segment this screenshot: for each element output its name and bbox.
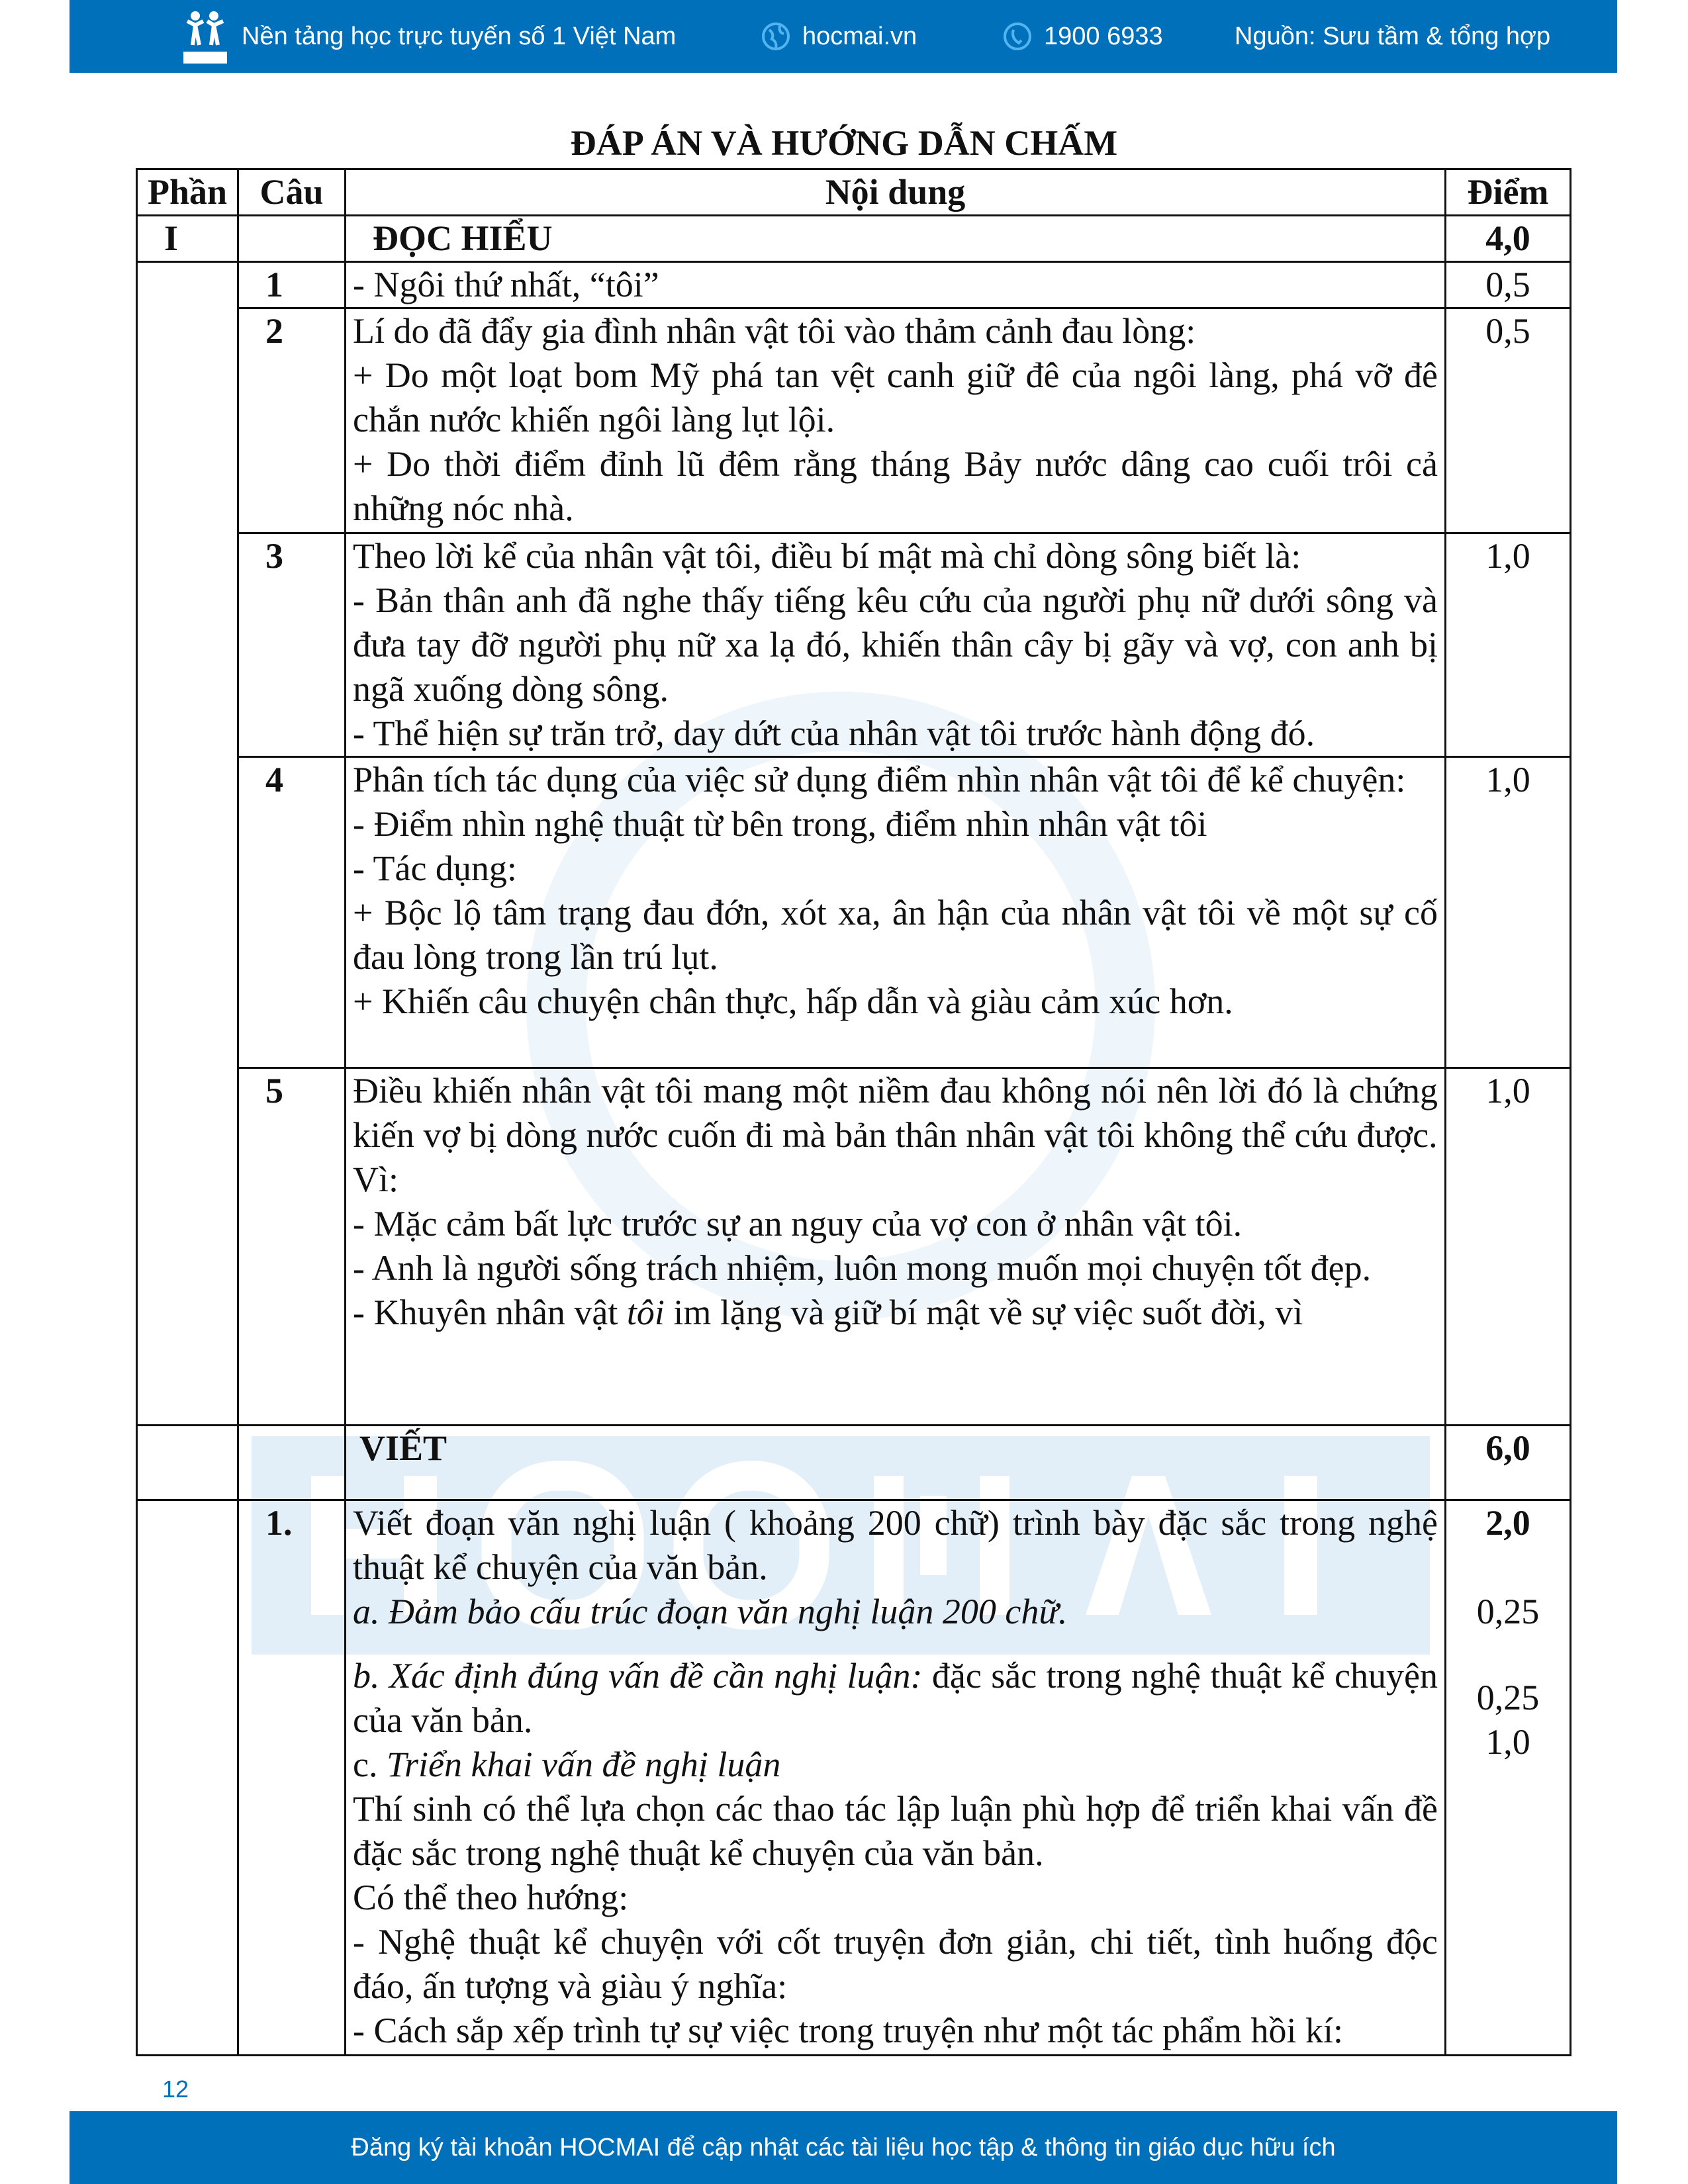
answer-line: Điều khiến nhân vật tôi mang một niềm đau không nói nên lời đó là chứng kiến vợ bị dòng nước cuốn đi mà bản thân nhân vật tôi không thể cứu được.	[353, 1071, 1438, 1155]
answer-line: - Thể hiện sự trăn trở, day dứt của nhân vật tôi trước hành động đó.	[353, 713, 1315, 753]
website-text: hocmai.vn	[802, 22, 917, 50]
part-number: I	[137, 216, 238, 262]
answer-line: a. Đảm bảo cấu trúc đoạn văn nghị luận 200 chữ.	[353, 1592, 1068, 1631]
text: b. Xác định đúng vấn đề cần nghị luận:	[353, 1656, 923, 1696]
col-part: Phần	[137, 169, 238, 216]
answer-table	[136, 168, 1571, 2056]
globe-icon	[761, 22, 790, 51]
text: c.	[353, 1745, 387, 1784]
answer-line: - Anh là người sống trách nhiệm, luôn mong muốn mọi chuyện tốt đẹp.	[353, 1248, 1372, 1288]
text: tôi	[626, 1293, 665, 1332]
part-score: 4,0	[1446, 216, 1571, 262]
answer-line	[353, 1743, 1438, 1787]
phone-icon	[1003, 22, 1032, 51]
col-content: Nội dung	[346, 169, 1446, 216]
website-link[interactable]	[761, 0, 917, 73]
question-number: 5	[238, 1068, 346, 1426]
answer-line: - Nghệ thuật kể chuyện với cốt truyện đơn giản, chi tiết, tình huống độc đáo, ấn tượng và giàu ý nghĩa:	[353, 1922, 1438, 2006]
part-heading: VIẾT	[346, 1426, 1446, 1500]
question-number: 3	[238, 533, 346, 757]
answer-line: Vì:	[353, 1160, 399, 1199]
answer-line: - Ngôi thứ nhất, “tôi”	[353, 265, 659, 304]
score: 0,5	[1446, 308, 1571, 533]
answer-line	[353, 1291, 1438, 1335]
table-row	[137, 262, 1571, 308]
question-number: 4	[238, 757, 346, 1068]
score: 1,0	[1446, 757, 1571, 1068]
col-score: Điểm	[1446, 169, 1571, 216]
text: im lặng và giữ bí mật về sự việc suốt đời, vì	[664, 1293, 1303, 1332]
answer-line: Theo lời kể của nhân vật tôi, điều bí mật mà chỉ dòng sông biết là:	[353, 536, 1301, 576]
header-band	[70, 0, 1617, 73]
page-title: ĐÁP ÁN VÀ HƯỚNG DẪN CHẤM	[570, 123, 1118, 163]
table-row	[137, 1500, 1571, 2056]
answer-line: Thí sinh có thể lựa chọn các thao tác lập luận phù hợp để triển khai vấn đề đặc sắc trong nghệ thuật kể chuyện của văn bản.	[353, 1789, 1438, 1873]
tagline: Nền tảng học trực tuyến số 1 Việt Nam	[242, 22, 677, 50]
answer-line: + Khiến câu chuyện chân thực, hấp dẫn và giàu cảm xúc hơn.	[353, 981, 1233, 1021]
source-text: Nguồn: Sưu tầm & tổng hợp	[1235, 22, 1551, 50]
table-row	[137, 757, 1571, 1068]
part-row	[137, 216, 1571, 262]
answer-line: Viết đoạn văn nghị luận ( khoảng 200 chữ) trình bày đặc sắc trong nghệ thuật kể chuyện của văn bản.	[353, 1503, 1438, 1587]
text: - Khuyên nhân vật	[353, 1293, 627, 1332]
text: đặc sắc trong nghệ thuật kể chuyện của văn bản.	[353, 1656, 1438, 1740]
question-number: 2	[238, 308, 346, 533]
brand	[182, 0, 676, 73]
footer-text: Đăng ký tài khoản HOCMAI để cập nhật các tài liệu học tập & thông tin giáo dục hữu ích	[351, 2133, 1336, 2161]
question-number: 1	[238, 262, 346, 308]
table-row	[137, 1068, 1571, 1426]
answer-line: Có thể theo hướng:	[353, 1878, 629, 1917]
page-number: 12	[162, 2075, 189, 2103]
answer-line: Phân tích tác dụng của việc sử dụng điểm nhìn nhân vật tôi để kể chuyện:	[353, 760, 1406, 799]
score: 1,0	[1446, 1068, 1571, 1426]
text: Triển khai vấn đề nghị luận	[386, 1745, 781, 1784]
answer-line: + Do một loạt bom Mỹ phá tan vệt canh giữ đê của ngôi làng, phá vỡ đê chắn nước khiến ngôi làng lụt lội.	[353, 355, 1438, 439]
part-score: 6,0	[1446, 1426, 1571, 1500]
score: 0,25	[1476, 1678, 1540, 1717]
answer-line	[353, 1654, 1438, 1743]
answer-line: - Bản thân anh đã nghe thấy tiếng kêu cứu của người phụ nữ dưới sông và đưa tay đỡ người phụ nữ xa lạ đó, khiến thân cây bị gãy và vợ, con anh bị ngã xuống dòng sông.	[353, 580, 1438, 709]
answer-line: - Điểm nhìn nghệ thuật từ bên trong, điểm nhìn nhân vật tôi	[353, 804, 1207, 844]
answer-line: Lí do đã đẩy gia đình nhân vật tôi vào thảm cảnh đau lòng:	[353, 311, 1196, 351]
phone-text: 1900 6933	[1044, 22, 1163, 50]
phone-link[interactable]	[1003, 0, 1163, 73]
score: 1,0	[1485, 1722, 1530, 1762]
hocmai-logo-icon	[182, 8, 228, 65]
answer-line: - Mặc cảm bất lực trước sự an nguy của vợ con ở nhân vật tôi.	[353, 1204, 1243, 1244]
part-heading: ĐỌC HIỂU	[346, 216, 1446, 262]
part-row	[137, 1426, 1571, 1500]
col-question: Câu	[238, 169, 346, 216]
table-header-row	[137, 169, 1571, 216]
score: 2,0	[1485, 1503, 1530, 1543]
answer-line: - Tác dụng:	[353, 848, 517, 888]
answer-line: + Bộc lộ tâm trạng đau đớn, xót xa, ân hận của nhân vật tôi về một sự cố đau lòng trong lần trú lụt.	[353, 893, 1438, 977]
table-row	[137, 533, 1571, 757]
question-number: 1.	[238, 1500, 346, 2056]
footer-band	[70, 2111, 1617, 2184]
answer-line: + Do thời điểm đỉnh lũ đêm rằng tháng Bảy nước dâng cao cuối trôi cả những nóc nhà.	[353, 444, 1438, 528]
table-row	[137, 308, 1571, 533]
score: 0,25	[1476, 1592, 1540, 1631]
answer-line: - Cách sắp xếp trình tự sự việc trong truyện như một tác phẩm hồi kí:	[353, 2011, 1343, 2050]
score: 1,0	[1446, 533, 1571, 757]
score: 0,5	[1446, 262, 1571, 308]
